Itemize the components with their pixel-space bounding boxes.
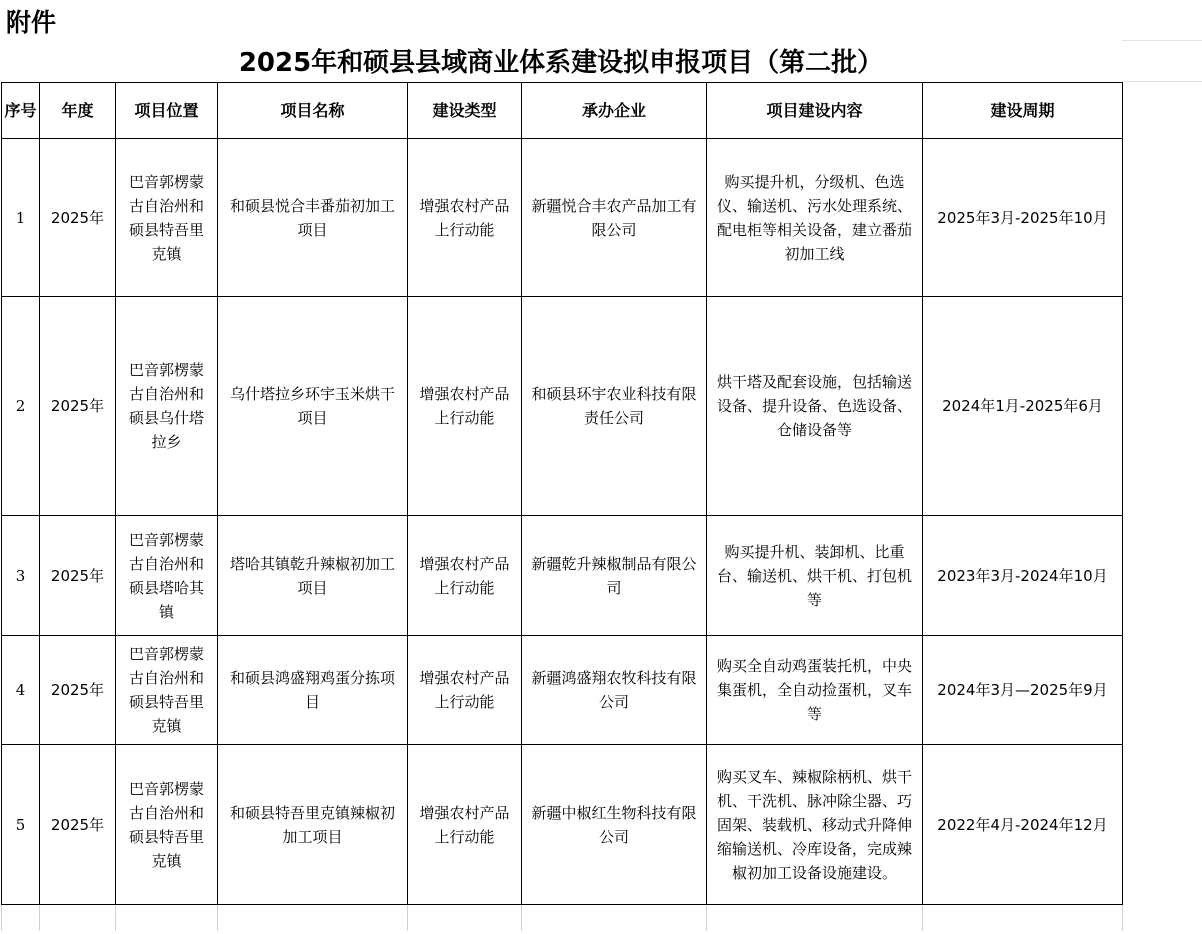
cell-seq: 1	[2, 139, 40, 297]
cell-content: 购买提升机、装卸机、比重台、输送机、烘干机、打包机等	[707, 516, 923, 636]
cell-type: 增强农村产品上行动能	[408, 139, 522, 297]
cell-year: 2025年	[40, 516, 116, 636]
sheet-gridline	[1122, 40, 1202, 41]
cell-year: 2025年	[40, 297, 116, 516]
empty-cell	[408, 905, 522, 931]
header-location: 项目位置	[116, 83, 218, 139]
cell-location: 巴音郭楞蒙古自治州和硕县乌什塔拉乡	[116, 297, 218, 516]
cell-content: 烘干塔及配套设施，包括输送设备、提升设备、色选设备、仓储设备等	[707, 297, 923, 516]
cell-company: 和硕县环宇农业科技有限责任公司	[522, 297, 707, 516]
cell-name: 和硕县悦合丰番茄初加工项目	[218, 139, 408, 297]
cell-year: 2025年	[40, 139, 116, 297]
document-title: 2025年和硕县县域商业体系建设拟申报项目（第二批）	[238, 48, 884, 78]
cell-content: 购买全自动鸡蛋装托机，中央集蛋机，全自动捡蛋机，叉车等	[707, 636, 923, 745]
sheet-gridline	[1122, 81, 1202, 82]
header-type: 建设类型	[408, 83, 522, 139]
cell-location: 巴音郭楞蒙古自治州和硕县特吾里克镇	[116, 745, 218, 905]
table-row	[2, 636, 1123, 745]
empty-cell	[923, 905, 1123, 931]
cell-type: 增强农村产品上行动能	[408, 516, 522, 636]
header-year: 年度	[40, 83, 116, 139]
table-row	[2, 516, 1123, 636]
cell-type: 增强农村产品上行动能	[408, 636, 522, 745]
cell-year: 2025年	[40, 636, 116, 745]
cell-location: 巴音郭楞蒙古自治州和硕县特吾里克镇	[116, 139, 218, 297]
cell-year: 2025年	[40, 745, 116, 905]
cell-location: 巴音郭楞蒙古自治州和硕县特吾里克镇	[116, 636, 218, 745]
header-seq: 序号	[2, 83, 40, 139]
header-content: 项目建设内容	[707, 83, 923, 139]
empty-cell	[707, 905, 923, 931]
empty-cell	[116, 905, 218, 931]
table-row	[2, 745, 1123, 905]
cell-content: 购买提升机，分级机、色选仪、输送机、污水处理系统、配电柜等相关设备，建立番茄初加工线	[707, 139, 923, 297]
cell-name: 乌什塔拉乡环宇玉米烘干项目	[218, 297, 408, 516]
cell-name: 和硕县鸿盛翔鸡蛋分拣项目	[218, 636, 408, 745]
attachment-label: 附件	[6, 8, 57, 37]
project-table	[1, 82, 1123, 931]
cell-seq: 4	[2, 636, 40, 745]
cell-type: 增强农村产品上行动能	[408, 297, 522, 516]
cell-seq: 5	[2, 745, 40, 905]
cell-company: 新疆中椒红生物科技有限公司	[522, 745, 707, 905]
cell-period: 2022年4月-2024年12月	[923, 745, 1123, 905]
empty-cell	[218, 905, 408, 931]
table-row	[2, 139, 1123, 297]
empty-cell	[522, 905, 707, 931]
cell-type: 增强农村产品上行动能	[408, 745, 522, 905]
header-name: 项目名称	[218, 83, 408, 139]
cell-period: 2025年3月-2025年10月	[923, 139, 1123, 297]
empty-cell	[2, 905, 40, 931]
table-row	[2, 297, 1123, 516]
empty-cell	[40, 905, 116, 931]
cell-seq: 3	[2, 516, 40, 636]
cell-company: 新疆鸿盛翔农牧科技有限公司	[522, 636, 707, 745]
cell-period: 2023年3月-2024年10月	[923, 516, 1123, 636]
table-header-row	[2, 83, 1123, 139]
cell-company: 新疆悦合丰农产品加工有限公司	[522, 139, 707, 297]
header-company: 承办企业	[522, 83, 707, 139]
cell-name: 和硕县特吾里克镇辣椒初加工项目	[218, 745, 408, 905]
cell-seq: 2	[2, 297, 40, 516]
cell-content: 购买叉车、辣椒除柄机、烘干机、干洗机、脉冲除尘器、巧固架、装载机、移动式升降伸缩输送机、冷库设备，完成辣椒初加工设备设施建设。	[707, 745, 923, 905]
cell-period: 2024年3月—2025年9月	[923, 636, 1123, 745]
header-period: 建设周期	[923, 83, 1123, 139]
cell-location: 巴音郭楞蒙古自治州和硕县塔哈其镇	[116, 516, 218, 636]
empty-sheet-row	[2, 905, 1123, 931]
cell-name: 塔哈其镇乾升辣椒初加工项目	[218, 516, 408, 636]
cell-company: 新疆乾升辣椒制品有限公司	[522, 516, 707, 636]
cell-period: 2024年1月-2025年6月	[923, 297, 1123, 516]
